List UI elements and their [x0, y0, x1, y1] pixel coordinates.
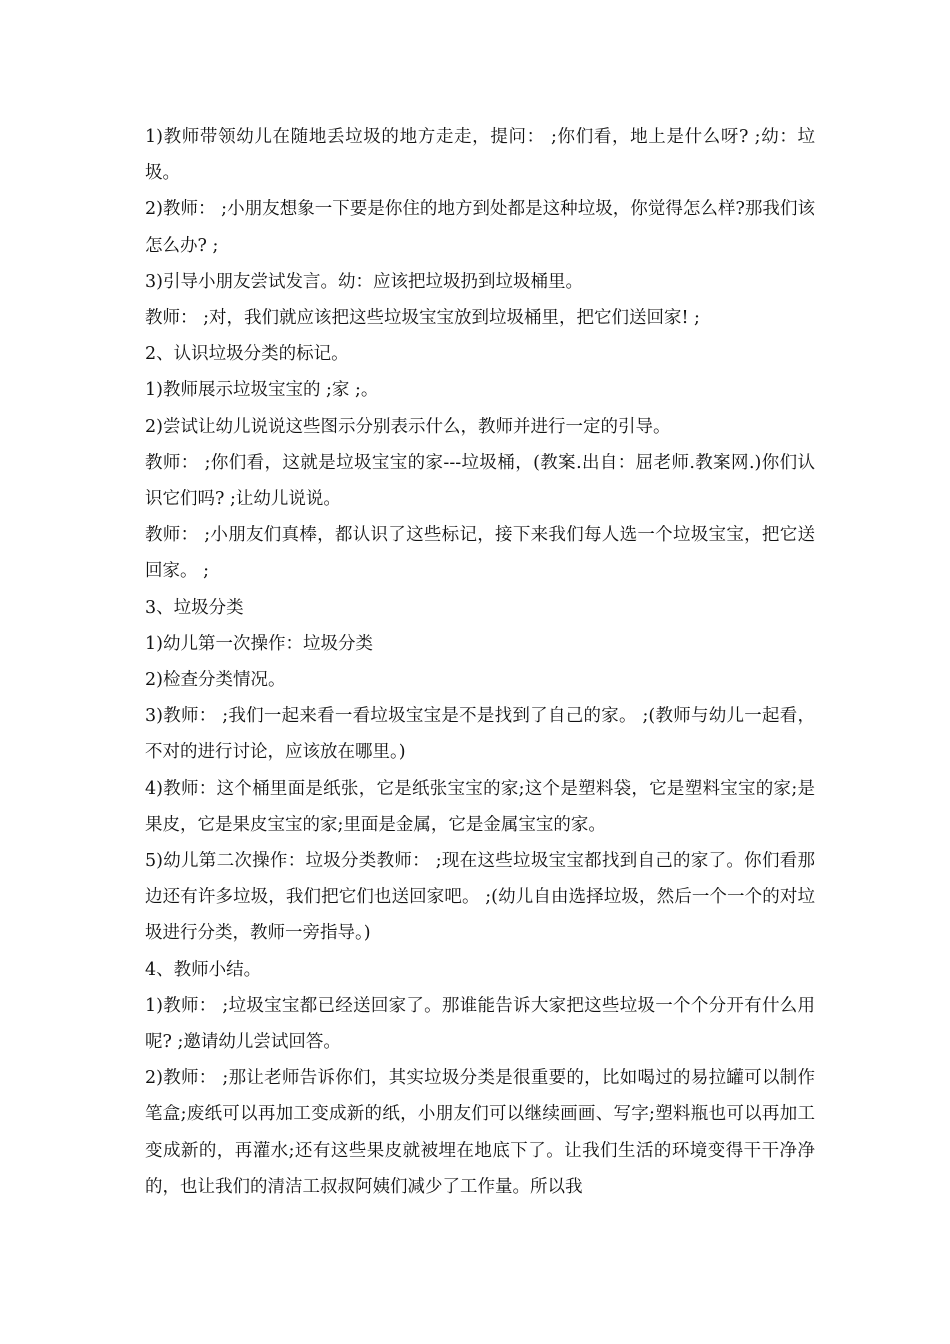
paragraph-18: 2)教师： ;那让老师告诉你们，其实垃圾分类是很重要的，比如喝过的易拉罐可以制作笔盒;废纸可以再加工变成新的纸，小朋友们可以继续画画、写字;塑料瓶也可以再加工变成新的，再灌水;还有这些果皮就被埋在地底下了。让我们生活的环境变得干干净净的，也让我们的清洁工叔叔阿姨们减少了工作量。所以我 [145, 1068, 815, 1197]
paragraph-1: 1)教师带领幼儿在随地丢垃圾的地方走走，提问： ;你们看，地上是什么呀? ;幼：垃圾。 [145, 127, 815, 184]
paragraph-6: 1)教师展示垃圾宝宝的 ;家 ;。 [145, 380, 379, 401]
paragraph-2: 2)教师： ;小朋友想象一下要是你住的地方到处都是这种垃圾，你觉得怎么样?那我们该怎么办? ; [145, 199, 815, 256]
paragraph-8: 教师： ;你们看，这就是垃圾宝宝的家---垃圾桶，(教案.出自：屈老师.教案网.)你们认识它们吗? ;让幼儿说说。 [145, 452, 815, 510]
document-body [145, 119, 815, 1205]
section-heading-4: 4、教师小结。 [145, 959, 262, 980]
paragraph-12: 2)检查分类情况。 [145, 670, 286, 691]
paragraph-9: 教师： ;小朋友们真棒，都认识了这些标记，接下来我们每人选一个垃圾宝宝，把它送回家。 ; [145, 525, 815, 582]
paragraph-11: 1)幼儿第一次操作：垃圾分类 [145, 633, 373, 654]
section-heading-2: 2、认识垃圾分类的标记。 [145, 344, 349, 365]
paragraph-17: 1)教师： ;垃圾宝宝都已经送回家了。那谁能告诉大家把这些垃圾一个个分开有什么用呢? ;邀请幼儿尝试回答。 [145, 995, 815, 1053]
paragraph-4: 教师： ;对，我们就应该把这些垃圾宝宝放到垃圾桶里，把它们送回家! ; [145, 308, 700, 329]
paragraph-7: 2)尝试让幼儿说说这些图示分别表示什么，教师并进行一定的引导。 [145, 416, 671, 437]
paragraph-14: 4)教师：这个桶里面是纸张，它是纸张宝宝的家;这个是塑料袋，它是塑料宝宝的家;是果皮，它是果皮宝宝的家;里面是金属，它是金属宝宝的家。 [145, 778, 815, 835]
section-heading-3: 3、垃圾分类 [145, 597, 244, 618]
paragraph-13: 3)教师： ;我们一起来看一看垃圾宝宝是不是找到了自己的家。 ;(教师与幼儿一起看，不对的进行讨论，应该放在哪里。) [145, 706, 815, 763]
paragraph-15: 5)幼儿第二次操作：垃圾分类教师： ;现在这些垃圾宝宝都找到自己的家了。你们看那边还有许多垃圾，我们把它们也送回家吧。 ;(幼儿自由选择垃圾，然后一个一个的对垃圾进行分类，教师一旁指导。) [145, 851, 815, 944]
paragraph-3: 3)引导小朋友尝试发言。幼：应该把垃圾扔到垃圾桶里。 [145, 271, 583, 292]
